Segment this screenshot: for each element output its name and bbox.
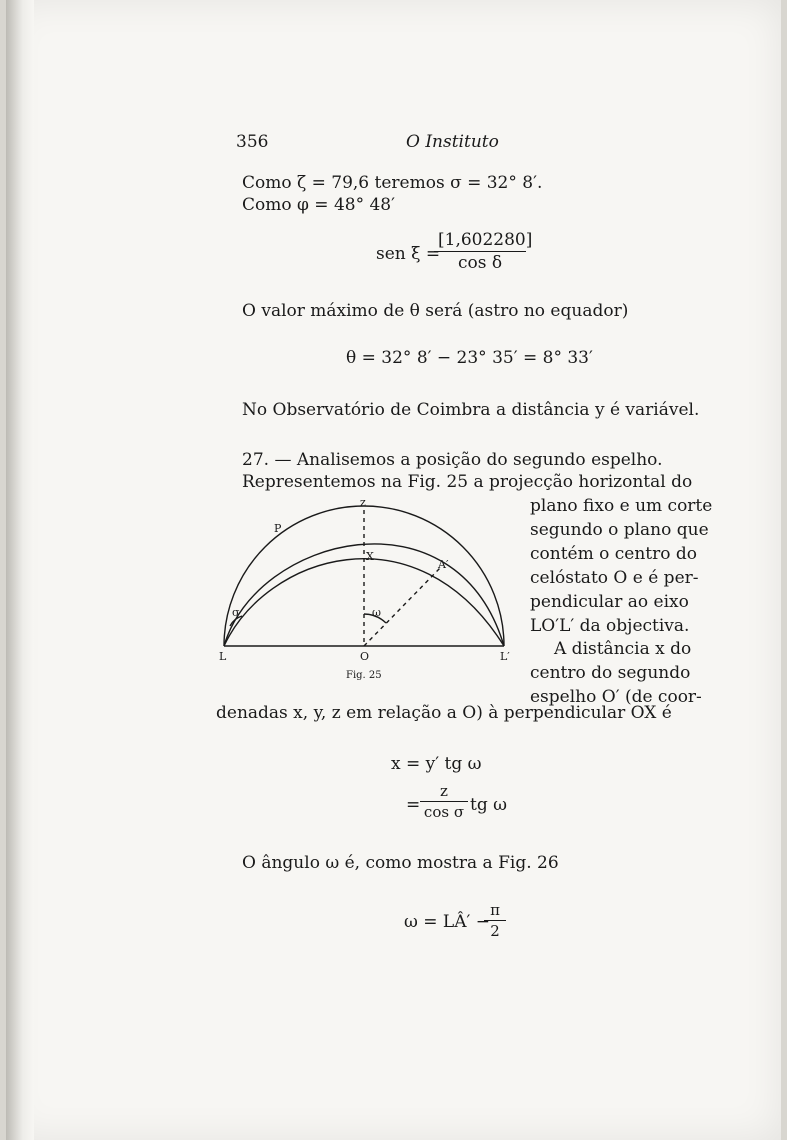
eq-x2-denominator: cos σ — [423, 803, 465, 821]
sen-lhs: sen ξ = — [376, 244, 441, 264]
wrap-line-5: pendicular ao eixo — [530, 592, 689, 612]
wrap-line-1: plano fixo e um corte — [530, 496, 713, 516]
page-number: 356 — [236, 132, 269, 152]
wrap-line-4: celóstato O e é per- — [530, 568, 699, 588]
angulo-line: O ângulo ω é, como mostra a Fig. 26 — [242, 853, 559, 873]
line-como-z: Como ζ = 79,6 teremos σ = 32° 8′. — [242, 173, 543, 193]
observatorio-line: No Observatório de Coimbra a distância y é variável. — [242, 400, 700, 420]
label-sigma: σ — [232, 606, 240, 619]
figure-caption: Fig. 25 — [346, 670, 382, 681]
eq-x2-lhs: = — [406, 795, 421, 815]
eq-x2-rhs: tg ω — [470, 795, 507, 815]
coord-line: denadas x, y, z em relação a O) à perpendicular OX é — [216, 703, 672, 723]
figure-25 — [216, 496, 526, 686]
eq-x2-fraction — [420, 782, 468, 821]
line-como-phi: Como φ = 48° 48′ — [242, 195, 395, 215]
label-z: z — [360, 496, 366, 509]
eq-x-line-1: x = y′ tg ω — [391, 754, 482, 774]
label-a-prime: A′ — [438, 558, 449, 571]
section-27-heading: 27. — Analisemos a posição do segundo espelho. — [242, 450, 663, 470]
dist-line-c: espelho O′ (de coor- — [530, 687, 702, 707]
sen-fraction — [434, 230, 533, 273]
represent-line: Representemos na Fig. 25 a projecção horizontal do — [242, 472, 693, 492]
wrap-line-3: contém o centro do — [530, 544, 698, 564]
label-p: P — [274, 522, 282, 535]
label-o: O — [360, 650, 370, 663]
omega-lhs: ω = LÂ′ − — [404, 912, 490, 932]
running-title: O Instituto — [406, 132, 499, 152]
dist-line-a: A distância x do — [554, 639, 692, 659]
theta-equation: θ = 32° 8′ − 23° 35′ = 8° 33′ — [346, 348, 593, 368]
eq-x2-numerator: z — [420, 782, 468, 802]
theta-max-line: O valor máximo de θ será (astro no equador) — [242, 301, 629, 321]
wrap-line-6: LO′L′ da objectiva. — [530, 616, 690, 636]
omega-denominator: 2 — [490, 922, 500, 940]
omega-fraction — [484, 901, 506, 940]
wrap-line-2: segundo o plano que — [530, 520, 709, 540]
omega-numerator: π — [484, 901, 506, 921]
label-l-prime: L′ — [500, 650, 510, 663]
book-page — [6, 0, 781, 1140]
label-l: L — [219, 650, 227, 663]
page-gutter-edge — [6, 0, 34, 1140]
sen-denominator: cos δ — [457, 253, 503, 273]
dist-line-b: centro do segundo — [530, 663, 691, 683]
sen-numerator: [1,602280] — [434, 230, 526, 252]
label-x: X — [366, 550, 374, 563]
label-omega: ω — [372, 606, 381, 619]
